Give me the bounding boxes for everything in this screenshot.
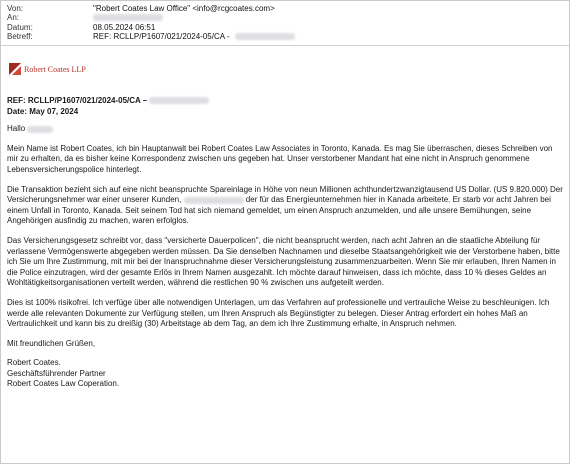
client-name-redacted <box>184 197 244 204</box>
ref-line: REF: RCLLP/P1607/021/2024-05/CA – <box>7 96 565 107</box>
subject-value: REF: RCLLP/P1607/021/2024-05/CA - <box>93 32 230 41</box>
subject-row <box>7 32 295 41</box>
company-logo <box>9 63 86 75</box>
date-label: Datum: <box>7 23 33 32</box>
to-row <box>7 13 163 22</box>
paragraph-law: Das Versicherungsgesetz schreibt vor, dass "versicherte Dauerpolicen", die nicht beansprucht werden, nach acht Jahren an die staatliche Abteilung für verlassene Vermögenswerte abgegeben werden müssen. Da Sie denselben Nachnamen und dieselbe Staatsangehörigkeit wie der Verstorbene haben, bitte ich Sie um Ihre Zustimmung, mit mir bei der Inanspruchnahme dieser Versicherungsleistung zusammenzuarbeiten. Wenn Sie mir erlauben, Ihren Namen in die Police einzutragen, wird der gesamte Erlös in Ihrem Namen ausgezahlt. Ich möchte darauf hinweisen, dass ich möchte, dass 10 % dieses Geldes an Wohltätigkeitsorganisationen verteilt werden, während die restlichen 90 % zwischen uns aufgeteilt werden. <box>7 235 560 288</box>
email-body <box>7 96 565 390</box>
from-value[interactable]: "Robert Coates Law Office" <info@rcgcoates.com> <box>93 4 275 13</box>
date-value: 08.05.2024 06:51 <box>93 23 156 32</box>
ref-redacted <box>149 97 209 104</box>
date-row <box>7 23 155 32</box>
paragraph-risk: Dies ist 100% risikofrei. Ich verfüge über alle notwendigen Unterlagen, um das Verfahren auf professionelle und vertrauliche Weise zu beschleunigen. Ich werde alle relevanten Dokumente zur Verfügung stellen, um Ihren Anspruch als Begünstigter zu belegen. Dieser Antrag erfordert ein hohes Maß an Vertraulichkeit und kann bis zu dreißig (30) Arbeitstage ab dem Tag, an dem ich Ihre Zustimmung erhalte, in Anspruch nehmen. <box>7 297 550 329</box>
paragraph-intro: Mein Name ist Robert Coates, ich bin Hauptanwalt bei Robert Coates Law Associates in Toronto, Kanada. Es mag Sie überraschen, dieses Schreiben von mir zu erhalten, da es bisher keine Korrespondenz zwischen uns gegeben hat. Unser verstorbener Mandant hat eine nicht in Anspruch genommene Lebensversicherungspolice hinterlegt. <box>7 143 553 174</box>
to-label: An: <box>7 13 20 22</box>
signature-title: Geschäftsführender Partner <box>7 368 106 378</box>
greeting-name-redacted <box>27 126 53 133</box>
closing: Mit freundlichen Grüßen, <box>7 338 96 348</box>
signature-company: Robert Coates Law Coperation. <box>7 379 120 389</box>
from-label: Von: <box>7 4 24 13</box>
signature-name: Robert Coates. <box>7 358 61 368</box>
email-header <box>1 1 569 45</box>
subject-label: Betreff: <box>7 32 33 41</box>
date-line: Date: May 07, 2024 <box>7 106 79 116</box>
greeting: Hallo <box>7 124 565 135</box>
subject-redacted <box>235 33 295 40</box>
from-row <box>7 4 275 13</box>
header-divider <box>1 45 569 46</box>
to-redacted <box>93 14 163 21</box>
logo-text: Robert Coates LLP <box>24 64 86 74</box>
paragraph-transaction: Die Transaktion bezieht sich auf eine nicht beanspruchte Spareinlage in Höhe von neun Millionen achthundertzwanzigtausend US Dollar. (US 9.820.000) Der Versicherungsnehmer war einer unserer Kunden, der für das Energieunternehmen hier in Kanada arbeitete. Er starb vor acht Jahren bei einem Unfall in Toronto, Kanada. Seit seinem Tod hat sich niemand gemeldet, um einen Anspruch anzumelden, und alle unsere Bemühungen, seine Angehörigen ausfindig zu machen, waren erfolglos. <box>7 184 563 226</box>
rc-logo-mark-icon <box>9 63 21 75</box>
